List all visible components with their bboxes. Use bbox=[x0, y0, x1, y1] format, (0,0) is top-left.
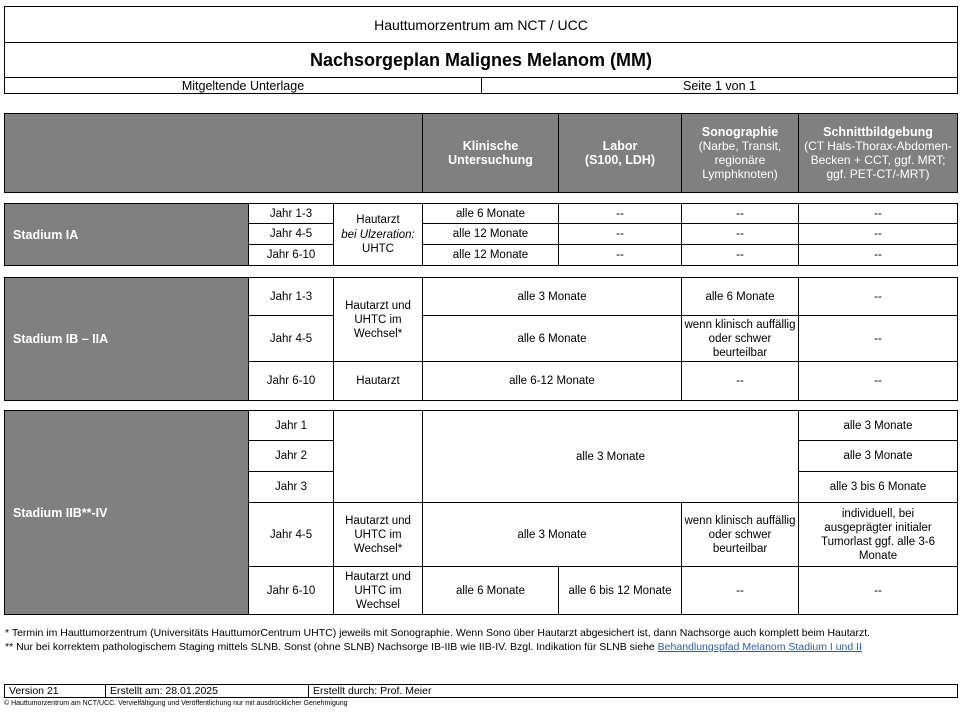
col-labor bbox=[559, 113, 682, 193]
footer-author: Erstellt durch: Prof. Meier bbox=[309, 684, 958, 698]
stage-iib-arzt-45: Hautarzt und UHTC im Wechsel* bbox=[334, 503, 423, 567]
stage-ia-sono-3: -- bbox=[682, 245, 799, 266]
footer-copyright: © Hauttumorzentrum am NCT/UCC. Vervielfältigung und Veröffentlichung nur mit ausdrücklicher Genehmigung bbox=[4, 700, 348, 707]
stage-ia-arzt-line3: UHTC bbox=[362, 243, 394, 255]
stage-ib-arzt-wechsel: Hautarzt und UHTC im Wechsel* bbox=[334, 277, 423, 362]
stage-iib-schnitt-2: alle 3 Monate bbox=[799, 441, 958, 472]
stage-ia-label: Stadium IA bbox=[4, 203, 249, 266]
stage-ib-kl-lab-2: alle 6 Monate bbox=[423, 316, 682, 362]
stage-ia-labor-3: -- bbox=[559, 245, 682, 266]
footer-version: Version 21 bbox=[4, 684, 106, 698]
stage-iib-kl-610: alle 6 Monate bbox=[423, 567, 559, 615]
stage-ib-sono-1: alle 6 Monate bbox=[682, 277, 799, 316]
stage-ia-klinisch-3: alle 12 Monate bbox=[423, 245, 559, 266]
stage-iib-kls-top: alle 3 Monate bbox=[423, 410, 799, 503]
stage-ia-arzt-line1: Hautarzt bbox=[356, 214, 400, 226]
col-sono-sub: (Narbe, Transit, regionäre Lymphknoten) bbox=[698, 139, 782, 181]
stage-iib-year-4: Jahr 4-5 bbox=[249, 503, 334, 567]
stage-iib-year-2: Jahr 2 bbox=[249, 441, 334, 472]
stage-ib-year-2: Jahr 4-5 bbox=[249, 316, 334, 362]
stage-ib-schnitt-2: -- bbox=[799, 316, 958, 362]
stage-ia-schnitt-1: -- bbox=[799, 203, 958, 224]
stage-iib-year-5: Jahr 6-10 bbox=[249, 567, 334, 615]
stage-iib-kl-lab-45: alle 3 Monate bbox=[423, 503, 682, 567]
stage-iib-lab-610: alle 6 bis 12 Monate bbox=[559, 567, 682, 615]
stage-iib-schnitt-610: -- bbox=[799, 567, 958, 615]
page-number: Seite 1 von 1 bbox=[683, 79, 756, 93]
col-labor-sub: (S100, LDH) bbox=[584, 153, 656, 167]
stage-ia-labor-1: -- bbox=[559, 203, 682, 224]
header-blank bbox=[4, 113, 423, 193]
stage-iib-arzt-610: Hautarzt und UHTC im Wechsel bbox=[334, 567, 423, 615]
col-klinisch bbox=[423, 113, 559, 193]
footnote-1: * Termin im Hauttumorzentrum (Universitäts HauttumorCentrum UHTC) jeweils mit Sonographie. Wenn Sono über Hautarzt abgesichert ist, dann Nachsorge auch komplett beim Hautarzt. bbox=[5, 627, 871, 639]
stage-ib-year-3: Jahr 6-10 bbox=[249, 362, 334, 401]
stage-iib-year-3: Jahr 3 bbox=[249, 472, 334, 503]
stage-ib-schnitt-1: -- bbox=[799, 277, 958, 316]
stage-iib-arzt-empty bbox=[334, 410, 423, 503]
stage-iib-sono-45: wenn klinisch auffällig oder schwer beurteilbar bbox=[682, 503, 799, 567]
stage-ia-sono-1: -- bbox=[682, 203, 799, 224]
stage-ia-year-3: Jahr 6-10 bbox=[249, 245, 334, 266]
stage-iib-year-1: Jahr 1 bbox=[249, 410, 334, 441]
stage-ia-klinisch-1: alle 6 Monate bbox=[423, 203, 559, 224]
col-schnitt-sub: (CT Hals-Thorax-Abdomen-Becken + CCT, ggf. MRT; ggf. PET-CT/-MRT) bbox=[804, 139, 952, 181]
col-schnitt bbox=[799, 113, 958, 193]
stage-ia-schnitt-3: -- bbox=[799, 245, 958, 266]
stage-ib-kl-lab-1: alle 3 Monate bbox=[423, 277, 682, 316]
stage-ib-sono-2: wenn klinisch auffällig oder schwer beurteilbar bbox=[682, 316, 799, 362]
col-klinisch-label: Klinische Untersuchung bbox=[448, 139, 533, 167]
footnote-2 bbox=[5, 641, 862, 654]
col-labor-label: Labor bbox=[602, 139, 638, 153]
stage-ib-arzt-haut: Hautarzt bbox=[334, 362, 423, 401]
stage-ib-sono-3: -- bbox=[682, 362, 799, 401]
stage-ia-sono-2: -- bbox=[682, 224, 799, 245]
org-name: Hauttumorzentrum am NCT / UCC bbox=[5, 7, 957, 43]
stage-ia-arzt bbox=[334, 203, 423, 266]
stage-iib-schnitt-3: alle 3 bis 6 Monate bbox=[799, 472, 958, 503]
stage-iib-schnitt-1: alle 3 Monate bbox=[799, 410, 958, 441]
stage-ia-arzt-line2: bei Ulzeration: bbox=[341, 229, 415, 241]
footer-created: Erstellt am: 28.01.2025 bbox=[106, 684, 309, 698]
stage-ia-labor-2: -- bbox=[559, 224, 682, 245]
page-title: Nachsorgeplan Malignes Melanom (MM) bbox=[5, 43, 957, 78]
doc-type: Mitgeltende Unterlage bbox=[5, 78, 482, 94]
stage-iib-sono-610: -- bbox=[682, 567, 799, 615]
stage-ib-year-1: Jahr 1-3 bbox=[249, 277, 334, 316]
footnote-2-text: ** Nur bei korrektem pathologischem Staging mittels SLNB. Sonst (ohne SLNB) Nachsorge IB-IIB wie IIB-IV. Bzgl. Indikation für SLNB siehe bbox=[5, 641, 655, 653]
stage-ib-schnitt-3: -- bbox=[799, 362, 958, 401]
col-schnitt-label: Schnittbildgebung bbox=[823, 125, 933, 139]
stage-ib-kl-lab-3: alle 6-12 Monate bbox=[423, 362, 682, 401]
col-sono bbox=[682, 113, 799, 193]
stage-ia-schnitt-2: -- bbox=[799, 224, 958, 245]
stage-iib-schnitt-45: individuell, bei ausgeprägter initialer Tumorlast ggf. alle 3-6 Monate bbox=[799, 503, 958, 567]
stage-ia-klinisch-2: alle 12 Monate bbox=[423, 224, 559, 245]
behandlungspfad-link[interactable]: Behandlungspfad Melanom Stadium I und II bbox=[657, 641, 862, 653]
stage-ia-year-2: Jahr 4-5 bbox=[249, 224, 334, 245]
stage-ib-label: Stadium IB – IIA bbox=[4, 277, 249, 401]
col-sono-label: Sonographie bbox=[701, 125, 779, 139]
stage-ia-year-1: Jahr 1-3 bbox=[249, 203, 334, 224]
stage-iib-label: Stadium IIB**-IV bbox=[4, 410, 249, 615]
